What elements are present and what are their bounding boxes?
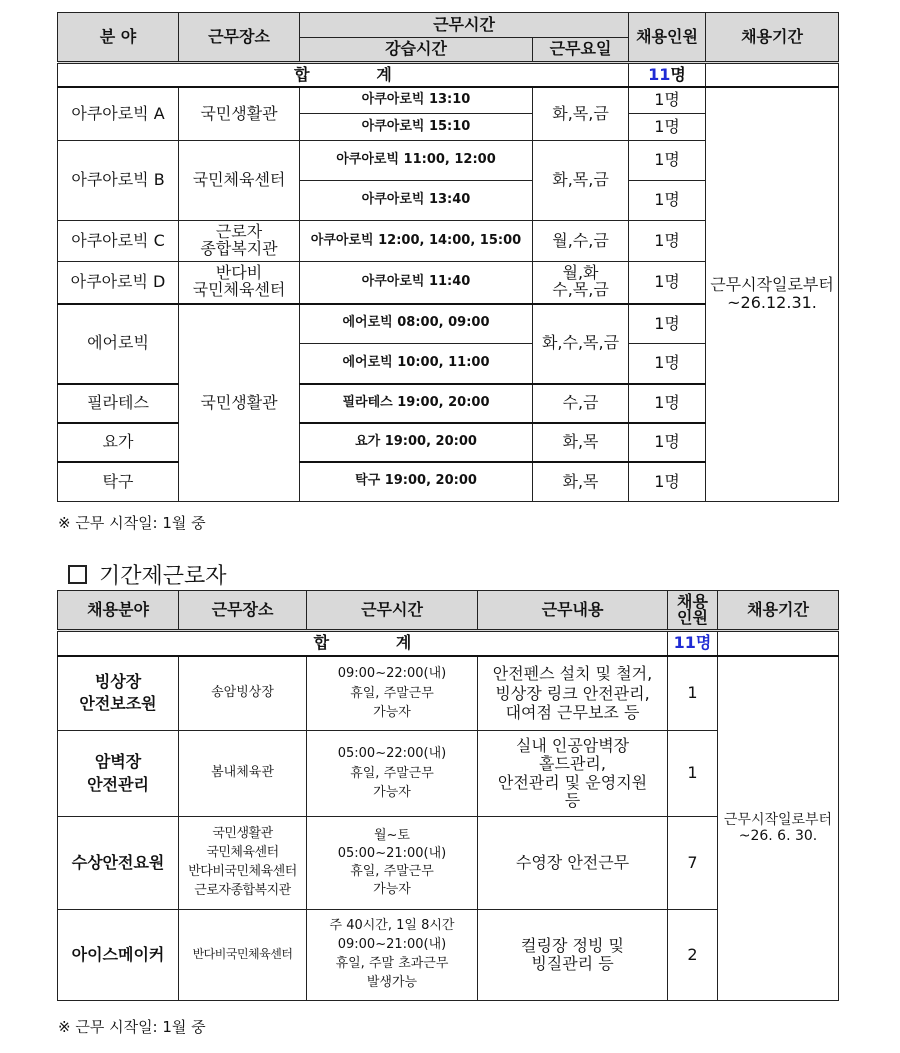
- time2-ice-maker: 주 40시간, 1일 8시간 09:00~21:00(내) 휴일, 주말 초과근무 발생가능: [307, 910, 478, 1001]
- total-count: 11명: [629, 63, 706, 87]
- time-aqua-b-1: 아쿠아로빅 11:00, 12:00: [300, 141, 533, 181]
- content2-rink-safety: 안전펜스 설치 및 철거, 빙상장 링크 안전관리, 대여점 근무보조 등: [478, 656, 668, 731]
- hires2-climbing: 1: [668, 731, 718, 817]
- days-aqua-d: 월,화 수,목,금: [533, 262, 629, 304]
- time-yoga: 요가 19:00, 20:00: [300, 423, 533, 462]
- hires2-rink-safety: 1: [668, 656, 718, 731]
- header2-field: 채용분야: [58, 591, 179, 631]
- days-aqua-b: 화,목,금: [533, 141, 629, 221]
- place-main-hall: 국민생활관: [179, 304, 300, 502]
- field2-ice-maker: 아이스메이커: [58, 910, 179, 1001]
- hires2-ice-maker: 2: [668, 910, 718, 1001]
- time-table-tennis: 탁구 19:00, 20:00: [300, 462, 533, 502]
- field-aqua-c: 아쿠아로빅 C: [58, 221, 179, 262]
- content2-lifeguard: 수영장 안전근무: [478, 817, 668, 910]
- hires-aqua-a-1: 1명: [629, 87, 706, 114]
- hires-aqua-d: 1명: [629, 262, 706, 304]
- hires-pilates: 1명: [629, 384, 706, 423]
- period-cell: 근무시작일로부터 ~26.12.31.: [706, 87, 839, 502]
- hires2-lifeguard: 7: [668, 817, 718, 910]
- hires-aqua-a-2: 1명: [629, 114, 706, 141]
- place-aqua-a: 국민생활관: [179, 87, 300, 141]
- note-start-date-1: ※ 근무 시작일: 1월 중: [58, 514, 206, 532]
- header2-place: 근무장소: [179, 591, 307, 631]
- place2-lifeguard: 국민생활관 국민체육센터 반다비국민체육센터 근로자종합복지관: [179, 817, 307, 910]
- place2-ice-maker: 반다비국민체육센터: [179, 910, 307, 1001]
- note-start-date-2: ※ 근무 시작일: 1월 중: [58, 1018, 206, 1036]
- hires-yoga: 1명: [629, 423, 706, 462]
- place-aqua-c: 근로자 종합복지관: [179, 221, 300, 262]
- hires-aqua-b-1: 1명: [629, 141, 706, 181]
- time-aerobic-1: 에어로빅 08:00, 09:00: [300, 304, 533, 344]
- place2-climbing: 봄내체육관: [179, 731, 307, 817]
- header-field: 분 야: [58, 13, 179, 63]
- content2-climbing: 실내 인공암벽장 홀드관리, 안전관리 및 운영지원 등: [478, 731, 668, 817]
- time-aqua-a-2: 아쿠아로빅 15:10: [300, 114, 533, 141]
- days-yoga: 화,목: [533, 423, 629, 462]
- time-pilates: 필라테스 19:00, 20:00: [300, 384, 533, 423]
- hires-aqua-c: 1명: [629, 221, 706, 262]
- header-period: 채용기간: [706, 13, 839, 63]
- header2-content: 근무내용: [478, 591, 668, 631]
- field-pilates: 필라테스: [58, 384, 179, 423]
- period2-cell: 근무시작일로부터 ~26. 6. 30.: [718, 656, 839, 1001]
- total2-label: 합 계: [58, 631, 668, 656]
- place-aqua-d: 반다비 국민체육센터: [179, 262, 300, 304]
- header2-hires: 채용 인원: [668, 591, 718, 631]
- field2-rink-safety: 빙상장 안전보조원: [58, 656, 179, 731]
- checkbox-bullet-icon: [68, 565, 87, 584]
- content2-ice-maker: 컬링장 정빙 및 빙질관리 등: [478, 910, 668, 1001]
- days-pilates: 수,금: [533, 384, 629, 423]
- hires-table-tennis: 1명: [629, 462, 706, 502]
- header-hires: 채용인원: [629, 13, 706, 63]
- days-aqua-a: 화,목,금: [533, 87, 629, 141]
- section-title: 기간제근로자: [68, 559, 227, 590]
- field-aqua-b: 아쿠아로빅 B: [58, 141, 179, 221]
- field2-lifeguard: 수상안전요원: [58, 817, 179, 910]
- time2-lifeguard: 월~토 05:00~21:00(내) 휴일, 주말근무 가능자: [307, 817, 478, 910]
- days-aqua-c: 월,수,금: [533, 221, 629, 262]
- header-work-days: 근무요일: [533, 38, 629, 63]
- instructor-table: [57, 12, 839, 502]
- time-aqua-b-2: 아쿠아로빅 13:40: [300, 181, 533, 221]
- place2-rink-safety: 송암빙상장: [179, 656, 307, 731]
- total-label: 합 계: [58, 63, 629, 87]
- field2-climbing: 암벽장 안전관리: [58, 731, 179, 817]
- time-aerobic-2: 에어로빅 10:00, 11:00: [300, 344, 533, 384]
- field-aerobic: 에어로빅: [58, 304, 179, 384]
- place-aqua-b: 국민체육센터: [179, 141, 300, 221]
- days-aerobic: 화,수,목,금: [533, 304, 629, 384]
- header-class-time: 강습시간: [300, 38, 533, 63]
- header-time-group: 근무시간: [300, 13, 629, 38]
- field-aqua-d: 아쿠아로빅 D: [58, 262, 179, 304]
- temp-worker-table: [57, 590, 839, 1001]
- field-aqua-a: 아쿠아로빅 A: [58, 87, 179, 141]
- field-table-tennis: 탁구: [58, 462, 179, 502]
- total2-count: 11명: [668, 631, 718, 656]
- time-aqua-a-1: 아쿠아로빅 13:10: [300, 87, 533, 114]
- time-aqua-c: 아쿠아로빅 12:00, 14:00, 15:00: [300, 221, 533, 262]
- time2-climbing: 05:00~22:00(내) 휴일, 주말근무 가능자: [307, 731, 478, 817]
- days-table-tennis: 화,목: [533, 462, 629, 502]
- time2-rink-safety: 09:00~22:00(내) 휴일, 주말근무 가능자: [307, 656, 478, 731]
- hires-aerobic-2: 1명: [629, 344, 706, 384]
- header2-period: 채용기간: [718, 591, 839, 631]
- hires-aqua-b-2: 1명: [629, 181, 706, 221]
- hires-aerobic-1: 1명: [629, 304, 706, 344]
- header-place: 근무장소: [179, 13, 300, 63]
- time-aqua-d: 아쿠아로빅 11:40: [300, 262, 533, 304]
- field-yoga: 요가: [58, 423, 179, 462]
- header2-time: 근무시간: [307, 591, 478, 631]
